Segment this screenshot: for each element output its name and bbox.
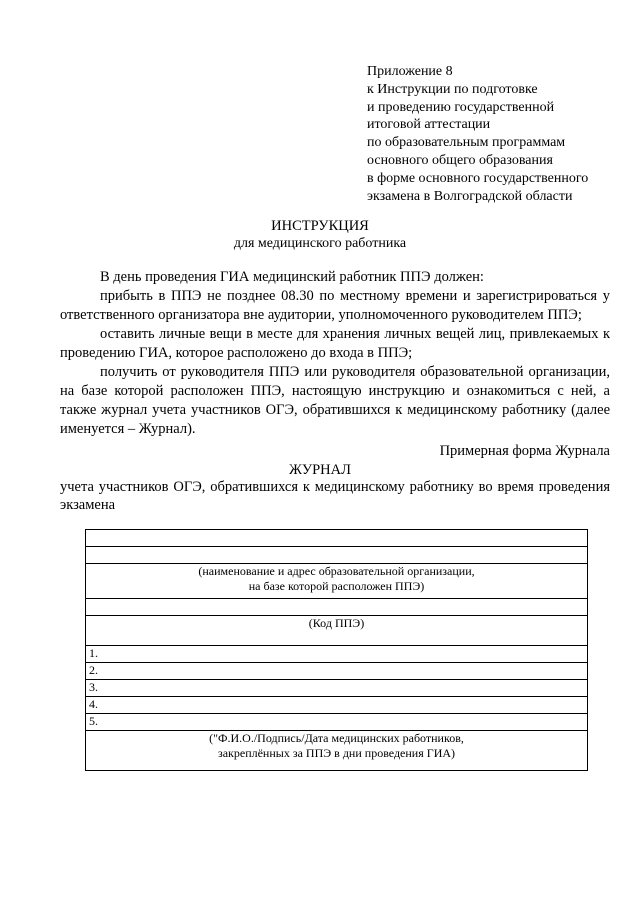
row-number: 1. — [86, 646, 588, 663]
document-subtitle: для медицинского работника — [233, 236, 407, 251]
numbered-row — [86, 680, 588, 697]
instruction-item: оставить личные вещи в месте для хранения личных вещей лиц, привлекаемых к проведению ГИА, которое расположено до входа в ППЭ; — [60, 326, 610, 361]
ppe-code-row — [86, 616, 588, 646]
appendix-line: экзамена в Волгоградской области — [367, 188, 573, 204]
numbered-row — [86, 697, 588, 714]
appendix-line: в форме основного государственного — [367, 170, 589, 186]
instruction-item: получить от руководителя ППЭ или руководителя образовательной организации, на базе которой расположен ППЭ, настоящую инструкцию и ознакомиться с ней, а также журнал учета участников ОГЭ, обратившихся к медицинскому работнику (далее именуется – Журнал). — [60, 364, 610, 437]
instruction-intro: В день проведения ГИА медицинский работник ППЭ должен: — [100, 269, 484, 285]
appendix-header — [367, 63, 632, 205]
staff-caption-row — [86, 731, 588, 771]
blank-cell — [86, 547, 588, 564]
row-number: 4. — [86, 697, 588, 714]
row-number: 2. — [86, 663, 588, 680]
blank-row — [86, 599, 588, 616]
numbered-row — [86, 663, 588, 680]
appendix-line: к Инструкции по подготовке — [367, 81, 538, 97]
blank-row — [86, 530, 588, 547]
blank-row — [86, 547, 588, 564]
appendix-line: Приложение 8 — [367, 64, 453, 79]
org-caption-row — [86, 564, 588, 599]
numbered-row — [86, 646, 588, 663]
journal-title: ЖУРНАЛ — [289, 462, 351, 478]
appendix-line: и проведению государственной — [367, 99, 555, 115]
org-caption-line: на базе которой расположен ППЭ) — [248, 579, 425, 593]
staff-caption-line: ("Ф.И.О./Подпись/Дата медицинских работников, — [209, 731, 464, 745]
blank-cell — [86, 599, 588, 616]
instruction-item: прибыть в ППЭ не позднее 08.30 по местному времени и зарегистрироваться у ответственного организатора вне аудитории, уполномоченного руководителем ППЭ; — [60, 288, 610, 323]
appendix-line: по образовательным программам — [367, 135, 566, 151]
row-number: 5. — [86, 714, 588, 731]
staff-caption-cell — [86, 731, 588, 771]
org-caption-line: (наименование и адрес образовательной организации, — [198, 564, 475, 578]
appendix-line: основного общего образования — [367, 152, 553, 168]
appendix-line: итоговой аттестации — [367, 117, 491, 133]
staff-caption-line: закреплённых за ППЭ в дни проведения ГИА) — [217, 746, 456, 760]
blank-cell — [86, 530, 588, 547]
numbered-row — [86, 714, 588, 731]
document-title: ИНСТРУКЦИЯ — [271, 218, 369, 234]
instruction-body — [60, 268, 610, 439]
journal-form-table — [85, 529, 588, 771]
row-number: 3. — [86, 680, 588, 697]
ppe-code-caption: (Код ППЭ) — [86, 616, 588, 646]
org-caption-cell — [86, 564, 588, 599]
form-note: Примерная форма Журнала — [439, 443, 610, 459]
journal-description: учета участников ОГЭ, обратившихся к медицинскому работнику во время проведения экзамена — [60, 479, 610, 513]
